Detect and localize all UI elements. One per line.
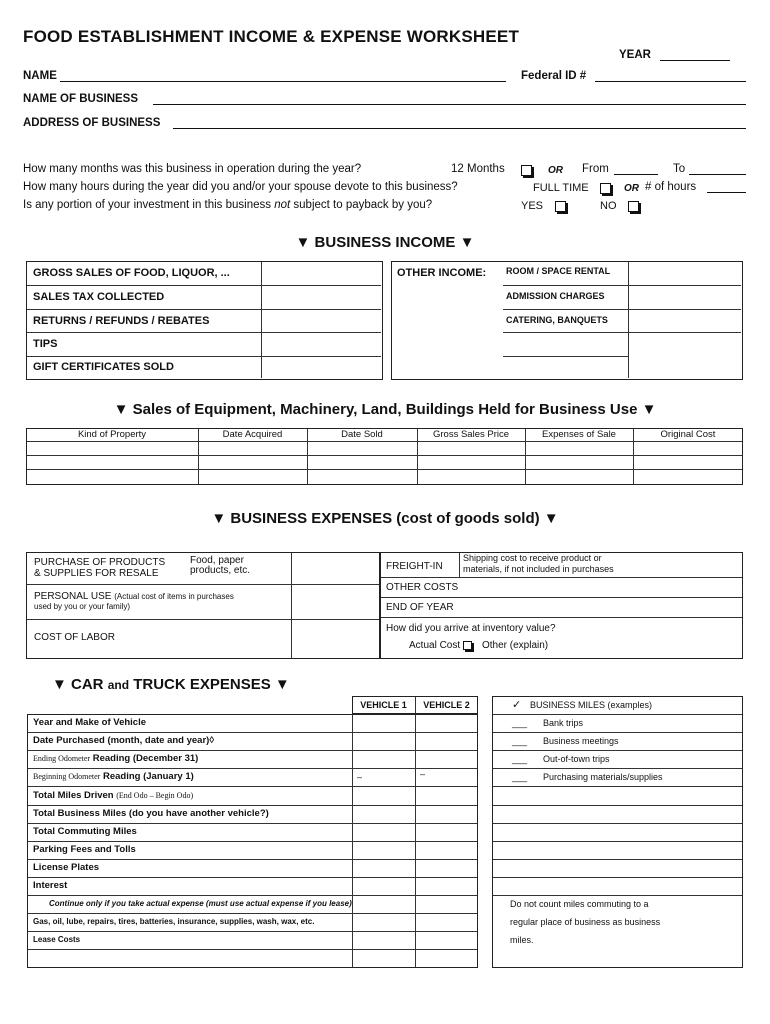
car-row-year-make: Year and Make of Vehicle [33,717,146,728]
car-row-date-purchased: Date Purchased (month, date and year)◊ [33,735,215,746]
hours-field[interactable] [707,192,746,193]
commuting-note-2: regular place of business as business [510,917,661,927]
car-row-interest: Interest [33,880,68,891]
income-row-tips: TIPS [33,338,58,350]
personal-use-note: used by you or your family) [34,602,131,611]
purchase-note: Food, paper [190,555,244,566]
federal-id-label: Federal ID # [521,70,587,82]
other-explain-label: Other (explain) [482,640,549,651]
actual-cost-label: Actual Cost [409,640,461,651]
income-row-gift-certificates: GIFT CERTIFICATES SOLD [33,361,174,373]
income-row-returns: RETURNS / REFUNDS / REBATES [33,315,210,327]
personal-use-label: PERSONAL USE (Actual cost of items in purchases [34,591,234,602]
hours-question: How many hours during the year did you and/or your spouse devote to this business? [23,181,458,193]
from-field[interactable] [614,174,658,175]
other-income-label: OTHER INCOME: [397,267,487,279]
car-row-commuting-miles: Total Commuting Miles [33,826,137,837]
purchase-label: PURCHASE OF PRODUCTS [34,557,166,568]
purchase-label-2: & SUPPLIES FOR RESALE [34,568,159,579]
yes-label: YES [521,200,544,212]
purchasing-blank[interactable]: ___ [512,772,528,782]
other-costs-label: OTHER COSTS [386,582,459,593]
twelve-months-label: 12 Months [451,163,505,175]
business-name-field[interactable] [153,104,746,105]
or-label: OR [548,165,563,176]
business-miles-heading: BUSINESS MILES (examples) [530,700,653,710]
to-field[interactable] [689,174,746,175]
freight-note: Shipping cost to receive product or [463,553,602,563]
car-row-gas-oil: Gas, oil, lube, repairs, tires, batteries, insurance, supplies, wash, wax, etc. [33,917,315,926]
year-field[interactable] [660,60,730,61]
year-label: YEAR [619,49,651,61]
vehicle-1-header: VEHICLE 1 [360,700,407,710]
car-row-license-plates: License Plates [33,862,100,873]
col-kind-of-property: Kind of Property [77,429,147,440]
hours-label: # of hours [645,181,697,193]
bank-trips-label: Bank trips [543,718,584,728]
car-row-parking-tolls: Parking Fees and Tolls [33,844,136,855]
purchasing-label: Purchasing materials/supplies [543,772,663,782]
col-original-cost: Original Cost [660,429,716,440]
car-row-business-miles: Total Business Miles (do you have another vehicle?) [33,808,269,819]
inventory-question: How did you arrive at inventory value? [386,623,556,634]
end-of-year-label: END OF YEAR [386,602,454,613]
months-question: How many months was this business in operation during the year? [23,163,362,175]
page-title: FOOD ESTABLISHMENT INCOME & EXPENSE WORKSHEET [23,27,520,46]
business-expenses-heading: ▼ BUSINESS EXPENSES (cost of goods sold) ▼ [211,510,559,527]
payback-question: Is any portion of your investment in this business not subject to payback by you? [23,199,433,211]
sales-heading: ▼ Sales of Equipment, Machinery, Land, Buildings Held for Business Use ▼ [113,401,657,418]
full-time-checkbox[interactable] [600,183,611,194]
commuting-note-3: miles. [510,935,534,945]
car-row-ending-odometer: Ending Odometer Reading (December 31) [33,753,199,764]
to-label: To [673,163,686,175]
car-row-total-miles: Total Miles Driven (End Odo – Begin Odo) [33,790,194,801]
address-label: ADDRESS OF BUSINESS [23,117,161,129]
business-meetings-label: Business meetings [543,736,619,746]
business-meetings-blank[interactable]: ___ [512,736,528,746]
vehicle-1-dash: – [357,772,363,782]
commuting-note-1: Do not count miles commuting to a [510,899,649,909]
car-row-beginning-odometer: Beginning Odometer Reading (January 1) [33,771,194,782]
vehicle-2-dash: – [420,769,426,779]
bank-trips-blank[interactable]: ___ [512,718,528,728]
vehicle-2-header: VEHICLE 2 [423,700,470,710]
freight-in-label: FREIGHT-IN [386,561,443,572]
name-label: NAME [23,70,57,82]
out-of-town-blank[interactable]: ___ [512,754,528,764]
col-gross-sales-price: Gross Sales Price [432,429,510,440]
no-checkbox[interactable] [628,201,639,212]
income-row-admission: ADMISSION CHARGES [506,291,605,301]
full-time-label: FULL TIME [533,182,589,194]
cost-of-labor-label: COST OF LABOR [34,632,115,643]
col-expenses-of-sale: Expenses of Sale [542,429,616,440]
purchase-note-2: products, etc. [190,565,251,576]
or-label-2: OR [624,183,639,194]
income-row-sales-tax: SALES TAX COLLECTED [33,291,165,303]
business-name-label: NAME OF BUSINESS [23,93,139,105]
from-label: From [582,163,609,175]
income-row-gross-sales: GROSS SALES OF FOOD, LIQUOR, ... [33,267,230,279]
address-field[interactable] [173,128,746,129]
continue-note: Continue only if you take actual expense (must use actual expense if you lease) [49,899,352,908]
col-date-sold: Date Sold [341,429,383,440]
freight-note-2: materials, if not included in purchases [463,564,614,574]
twelve-months-checkbox[interactable] [521,165,532,176]
check-icon: ✓ [512,699,522,711]
car-row-lease-costs: Lease Costs [33,935,81,944]
name-field[interactable] [60,81,506,82]
actual-cost-checkbox[interactable] [463,641,472,650]
business-income-heading: ▼ BUSINESS INCOME ▼ [295,234,475,251]
out-of-town-label: Out-of-town trips [543,754,610,764]
federal-id-field[interactable] [595,81,746,82]
no-label: NO [600,200,617,212]
income-row-room-rental: ROOM / SPACE RENTAL [506,266,611,276]
car-truck-heading: ▼ CAR and TRUCK EXPENSES ▼ [52,676,290,693]
yes-checkbox[interactable] [555,201,566,212]
income-row-catering: CATERING, BANQUETS [506,315,608,325]
col-date-acquired: Date Acquired [222,429,283,440]
